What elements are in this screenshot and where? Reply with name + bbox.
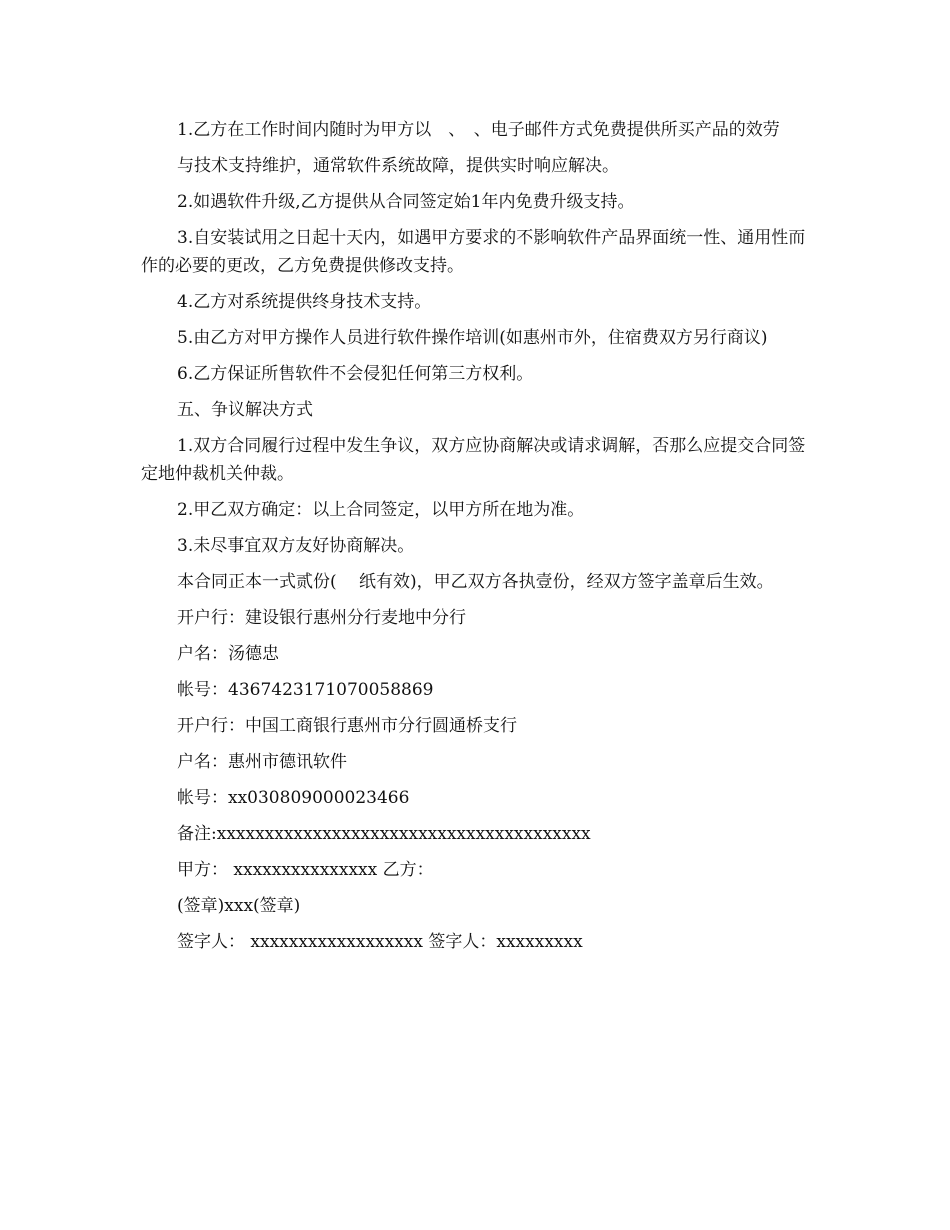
service-clause-3: 3.自安装试用之日起十天内，如遇甲方要求的不影响软件产品界面统一性、通用性而作的必要的更改，乙方免费提供修改支持。: [141, 228, 806, 276]
service-clause-4: 4.乙方对系统提供终身技术支持。: [177, 292, 432, 312]
service-clause-5: 5.由乙方对甲方操作人员进行软件操作培训(如惠州市外，住宿费双方另行商议): [177, 328, 768, 348]
bank-2-account-holder: 户名：惠州市德讯软件: [177, 752, 347, 772]
bank-2-account-number: 帐号：xx030809000023466: [177, 788, 410, 808]
copies-clause: 本合同正本一式贰份( 纸有效)，甲乙双方各执壹份，经双方签字盖章后生效。: [177, 572, 774, 592]
seal-line: (签章)xxx(签章): [177, 896, 301, 916]
remarks-line: 备注:xxxxxxxxxxxxxxxxxxxxxxxxxxxxxxxxxxxxxxx: [177, 824, 591, 844]
dispute-clause-2: 2.甲乙双方确定：以上合同签定，以甲方所在地为准。: [177, 500, 585, 520]
document-body: [141, 116, 807, 964]
bank-2-name: 开户行：中国工商银行惠州市分行圆通桥支行: [177, 716, 517, 736]
bank-1-name: 开户行：建设银行惠州分行麦地中分行: [177, 608, 466, 628]
section-heading-dispute: 五、争议解决方式: [177, 400, 313, 420]
dispute-clause-3: 3.未尽事宜双方友好协商解决。: [177, 536, 415, 556]
service-clause-1-continued: 与技术支持维护，通常软件系统故障，提供实时响应解决。: [177, 156, 619, 176]
signatories-line: 签字人： xxxxxxxxxxxxxxxxxx 签字人：xxxxxxxxx: [177, 932, 583, 952]
parties-line: 甲方： xxxxxxxxxxxxxxx 乙方：: [177, 860, 434, 880]
service-clause-1: 1.乙方在工作时间内随时为甲方以 、 、电子邮件方式免费提供所买产品的效劳: [177, 120, 780, 140]
bank-1-account-number: 帐号：4367423171070058869: [177, 680, 434, 700]
service-clause-6: 6.乙方保证所售软件不会侵犯任何第三方权利。: [177, 364, 534, 384]
bank-1-account-holder: 户名：汤德忠: [177, 644, 279, 664]
dispute-clause-1: 1.双方合同履行过程中发生争议，双方应协商解决或请求调解，否那么应提交合同签定地仲裁机关仲裁。: [141, 436, 806, 484]
service-clause-2: 2.如遇软件升级,乙方提供从合同签定始1年内免费升级支持。: [177, 192, 635, 212]
